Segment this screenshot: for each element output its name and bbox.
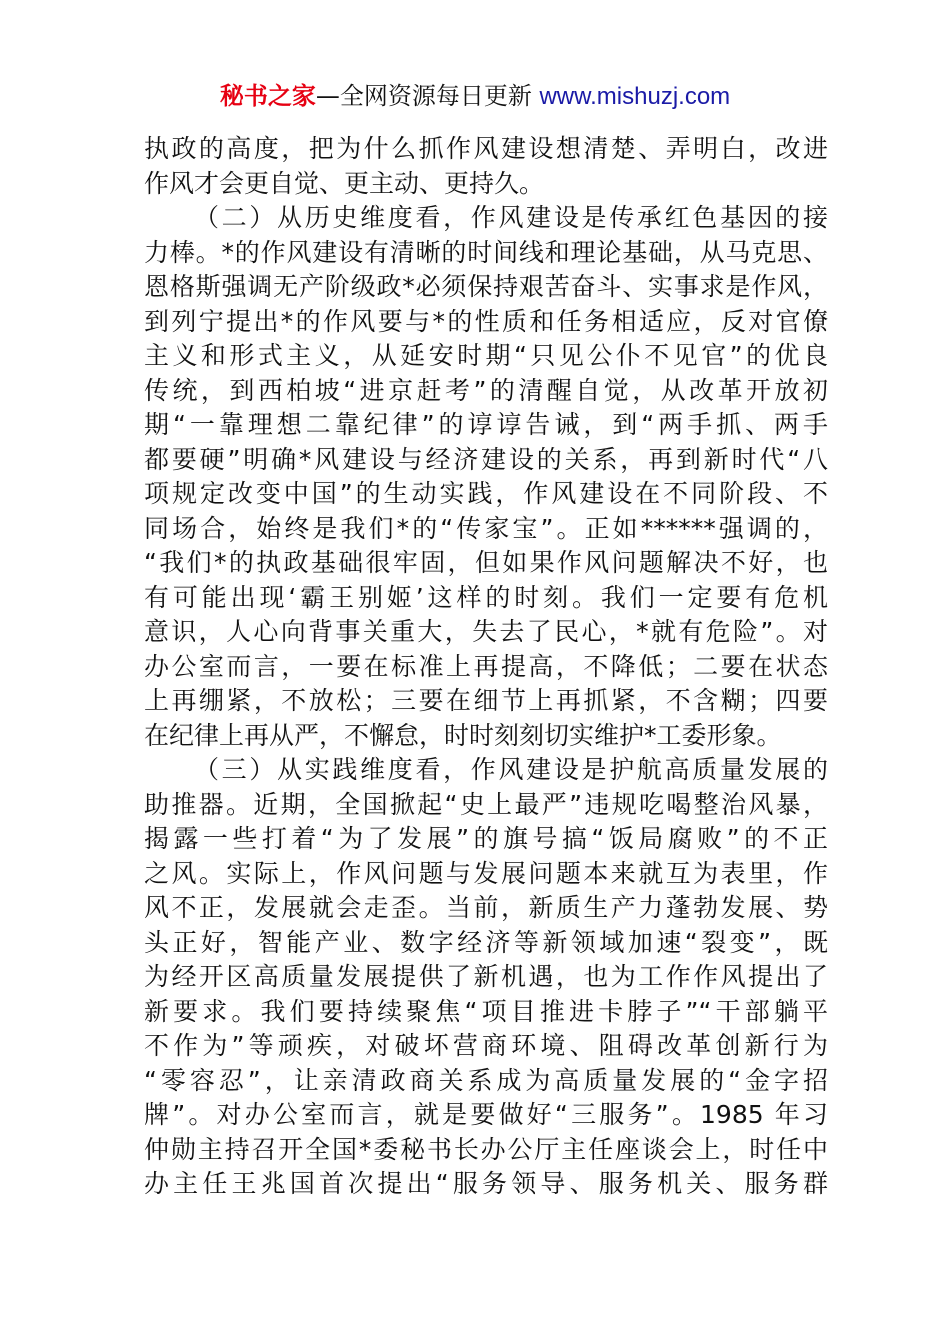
text-line: 风不正，发展就会走歪。当前，新质生产力蓬勃发展、势 (144, 893, 828, 922)
text-line: 在纪律上再从严，不懈怠，时时刻刻切实维护*工委形象。 (144, 720, 782, 750)
text-line: 都要硬”明确*风建设与经济建设的关系，再到新时代“八 (144, 444, 828, 474)
text-line: 执政的高度，把为什么抓作风建设想清楚、弄明白，改进 (144, 134, 828, 163)
document-body (144, 132, 828, 1202)
section-heading-line: （二）从历史维度看，作风建设是传承红色基因的接 (194, 203, 828, 232)
text-line: 意识，人心向背事关重大，失去了民心，*就有危险”。对 (144, 617, 828, 646)
site-brand: 秘书之家 (219, 82, 316, 110)
text-line: 办主任王兆国首次提出“服务领导、服务机关、服务群 (144, 1169, 828, 1198)
site-tagline: —全网资源每日更新 (315, 82, 532, 110)
site-header (0, 78, 950, 115)
text-line: 上再绷紧，不放松；三要在细节上再抓紧，不含糊；四要 (144, 686, 828, 715)
text-line: 作风才会更自觉、更主动、更持久。 (144, 168, 545, 198)
text-line: 同场合，始终是我们*的“传家宝”。正如******强调的， (144, 513, 828, 543)
text-line: 力棒。*的作风建设有清晰的时间线和理论基础，从马克思、 (144, 237, 828, 267)
text-line: 新要求。我们要持续聚焦“项目推进卡脖子”“干部躺平 (144, 996, 828, 1026)
text-line: 牌”。对办公室而言，就是要做好“三服务”。1985 年习 (144, 1100, 828, 1129)
site-url-link[interactable]: www.mishuzj.com (539, 83, 731, 110)
text-line: 传统，到西柏坡“进京赶考”的清醒自觉，从改革开放初 (144, 375, 828, 405)
text-line: 不作为”等顽疾，对破坏营商环境、阻碍改革创新行为 (144, 1031, 828, 1060)
text-line: 主义和形式主义，从延安时期“只见公仆不见官”的优良 (144, 341, 828, 370)
section-heading-line: （三）从实践维度看，作风建设是护航高质量发展的 (194, 755, 828, 784)
text-line: 到列宁提出*的作风要与*的性质和任务相适应，反对官僚 (144, 306, 828, 336)
text-line: 头正好，智能产业、数字经济等新领域加速“裂变”，既 (144, 927, 828, 957)
text-line: 期“一靠理想二靠纪律”的谆谆告诫，到“两手抓、两手 (144, 410, 828, 439)
text-line: 为经开区高质量发展提供了新机遇，也为工作作风提出了 (144, 962, 828, 991)
text-line: 之风。实际上，作风问题与发展问题本来就互为表里，作 (144, 858, 828, 888)
text-line: 项规定改变中国”的生动实践，作风建设在不同阶段、不 (144, 479, 828, 508)
text-line: 仲勋主持召开全国*委秘书长办公厅主任座谈会上，时任中 (144, 1134, 828, 1164)
text-line: 助推器。近期，全国掀起“史上最严”违规吃喝整治风暴， (144, 789, 828, 819)
text-line: “我们*的执政基础很牢固，但如果作风问题解决不好，也 (144, 548, 828, 577)
text-line: 办公室而言，一要在标准上再提高，不降低；二要在状态 (144, 651, 828, 681)
text-line: 有可能出现‘霸王别姬’这样的时刻。我们一定要有危机 (144, 582, 828, 612)
text-line: “零容忍”，让亲清政商关系成为高质量发展的“金字招 (144, 1065, 828, 1095)
text-line: 揭露一些打着“为了发展”的旗号搞“饭局腐败”的不正 (144, 824, 828, 853)
text-line: 恩格斯强调无产阶级政*必须保持艰苦奋斗、实事求是作风， (144, 272, 828, 301)
